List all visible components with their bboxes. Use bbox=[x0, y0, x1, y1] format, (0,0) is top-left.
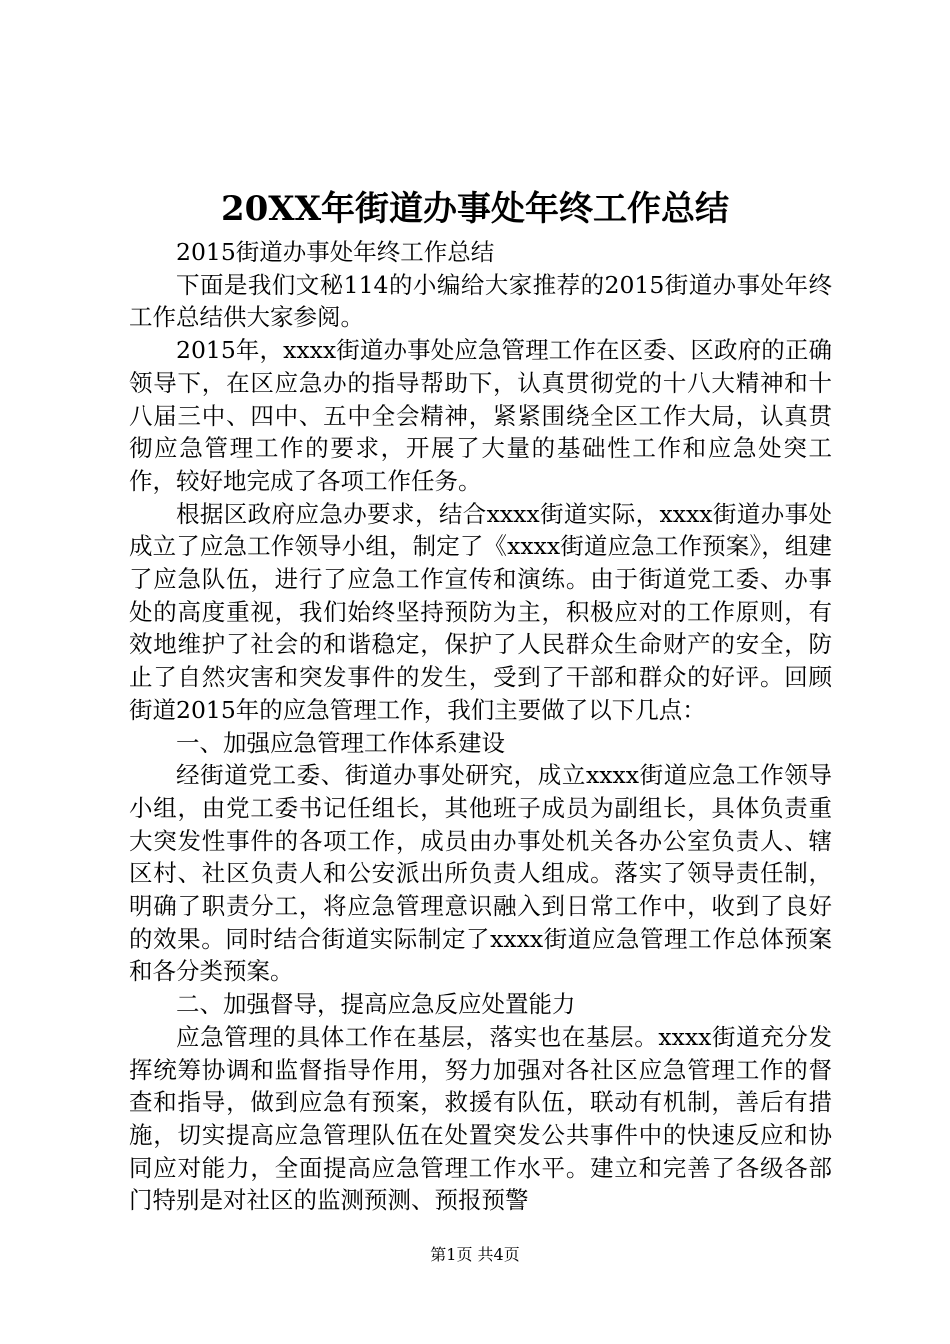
document-title: 20XX年街道办事处年终工作总结 bbox=[220, 189, 730, 229]
section-heading-1: 一、加强应急管理工作体系建设 bbox=[176, 728, 505, 757]
paragraph-subtitle: 2015街道办事处年终工作总结 bbox=[176, 238, 495, 266]
paragraph-overview: 2015年，xxxx街道办事处应急管理工作在区委、区政府的正确领导下，在区应急办的指导帮助下，认真贯彻党的十八大精神和十八届三中、四中、五中全会精神，紧紧围绕全区工作大局，认真贯彻应急管理工作的要求，开展了大量的基础性工作和应急处突工作，较好地完成了各项工作任务。 bbox=[129, 336, 832, 495]
section-heading-2: 二、加强督导，提高应急反应处置能力 bbox=[176, 990, 576, 1019]
page-number-footer: 第1页 共4页 bbox=[430, 1245, 520, 1264]
document-body bbox=[129, 236, 832, 1217]
paragraph-intro: 下面是我们文秘114的小编给大家推荐的2015街道办事处年终工作总结供大家参阅。 bbox=[129, 270, 832, 332]
paragraph-background: 根据区政府应急办要求，结合xxxx街道实际，xxxx街道办事处成立了应急工作领导小组，制定了《xxxx街道应急工作预案》，组建了应急队伍，进行了应急工作宣传和演练。由于街道党工委、办事处的高度重视，我们始终坚持预防为主，积极应对的工作原则，有效地维护了社会的和谐稳定，保护了人民群众生命财产的安全，防止了自然灾害和突发事件的发生，受到了干部和群众的好评。回顾街道2015年的应急管理工作，我们主要做了以下几点： bbox=[129, 499, 832, 724]
paragraph-section-1: 经街道党工委、街道办事处研究，成立xxxx街道应急工作领导小组，由党工委书记任组长，其他班子成员为副组长，具体负责重大突发性事件的各项工作，成员由办事处机关各办公室负责人、辖区村、社区负责人和公安派出所负责人组成。落实了领导责任制，明确了职责分工，将应急管理意识融入到日常工作中，收到了良好的效果。同时结合街道实际制定了xxxx街道应急管理工作总体预案和各分类预案。 bbox=[129, 761, 832, 986]
paragraph-section-2: 应急管理的具体工作在基层，落实也在基层。xxxx街道充分发挥统筹协调和监督指导作用，努力加强对各社区应急管理工作的督查和指导，做到应急有预案，救援有队伍，联动有机制，善后有措施，切实提高应急管理队伍在处置突发公共事件中的快速反应和协同应对能力，全面提高应急管理工作水平。建立和完善了各级各部门特别是对社区的监测预测、预报预警 bbox=[129, 1022, 832, 1215]
